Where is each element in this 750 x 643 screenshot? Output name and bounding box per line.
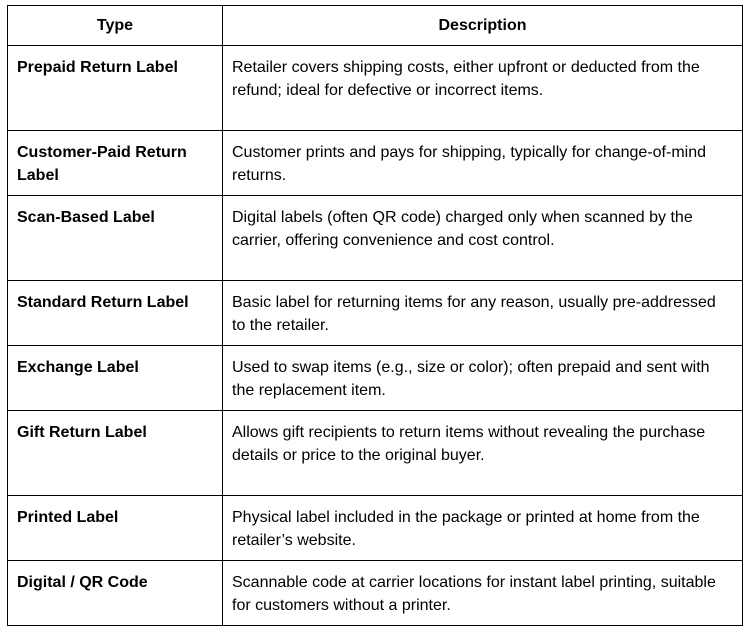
return-label-types-table: [7, 5, 743, 626]
row-type-cell: Digital / QR Code: [8, 561, 223, 626]
row-description-cell: Scannable code at carrier locations for instant label printing, suitable for customers without a printer.: [223, 561, 743, 626]
row-type-cell: Gift Return Label: [8, 411, 223, 496]
row-description-cell: Physical label included in the package or printed at home from the retailer’s website.: [223, 496, 743, 561]
row-description-cell: Digital labels (often QR code) charged only when scanned by the carrier, offering convenience and cost control.: [223, 196, 743, 281]
column-header-description: Description: [223, 6, 743, 46]
table-row: [8, 281, 743, 346]
row-description-cell: Used to swap items (e.g., size or color); often prepaid and sent with the replacement item.: [223, 346, 743, 411]
row-type-cell: Printed Label: [8, 496, 223, 561]
row-description-cell: Retailer covers shipping costs, either upfront or deducted from the refund; ideal for defective or incorrect items.: [223, 46, 743, 131]
table-row: [8, 46, 743, 131]
column-header-type: Type: [8, 6, 223, 46]
table-row: [8, 196, 743, 281]
table-row: [8, 131, 743, 196]
row-type-cell: Standard Return Label: [8, 281, 223, 346]
table-row: [8, 496, 743, 561]
row-description-cell: Customer prints and pays for shipping, typically for change-of-mind returns.: [223, 131, 743, 196]
row-type-cell: Customer-Paid Return Label: [8, 131, 223, 196]
table-row: [8, 411, 743, 496]
table-row: [8, 346, 743, 411]
table-row: [8, 561, 743, 626]
row-type-cell: Exchange Label: [8, 346, 223, 411]
table-header-row: [8, 6, 743, 46]
row-type-cell: Scan-Based Label: [8, 196, 223, 281]
row-description-cell: Allows gift recipients to return items without revealing the purchase details or price to the original buyer.: [223, 411, 743, 496]
row-type-cell: Prepaid Return Label: [8, 46, 223, 131]
row-description-cell: Basic label for returning items for any reason, usually pre-addressed to the retailer.: [223, 281, 743, 346]
